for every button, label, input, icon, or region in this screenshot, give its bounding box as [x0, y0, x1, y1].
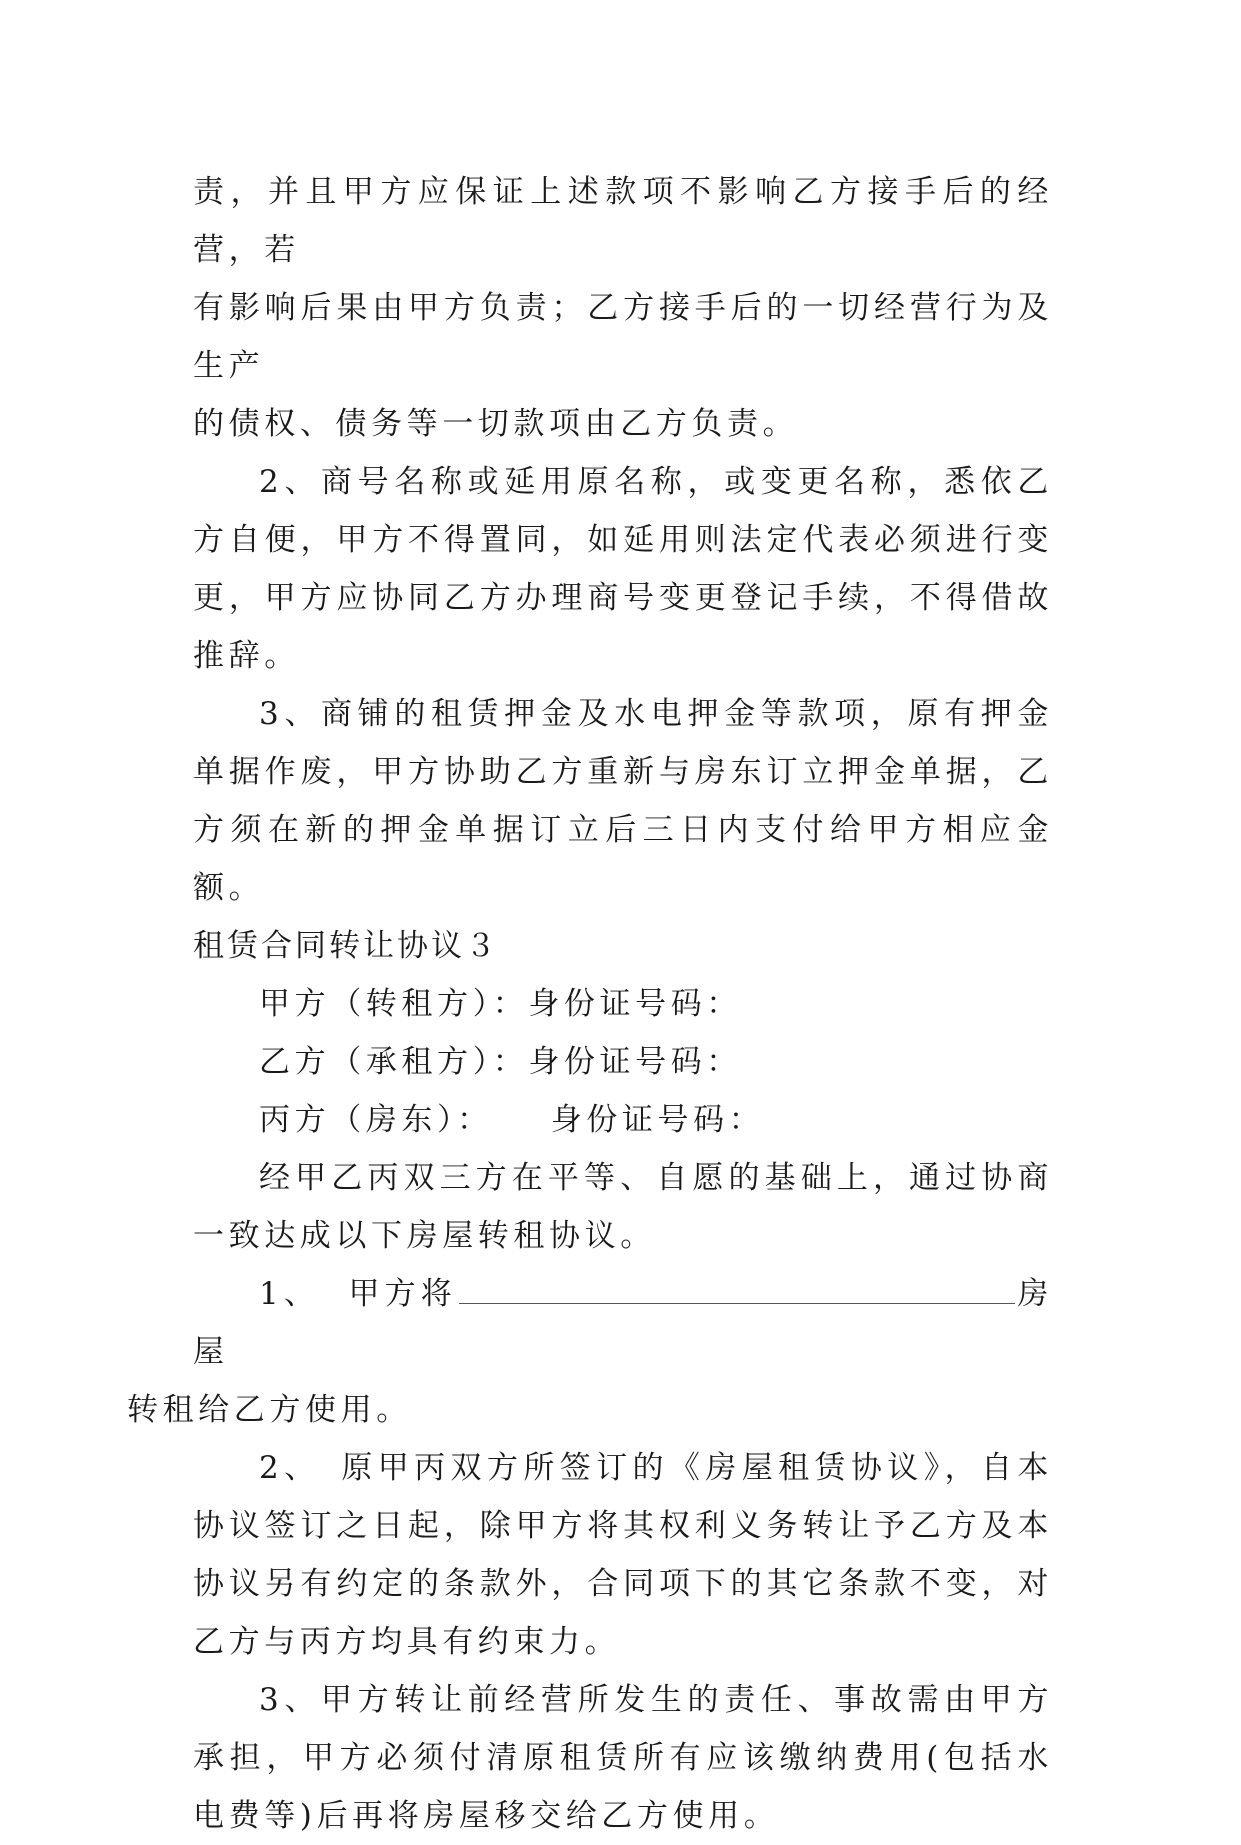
clause-3-liability: 3、甲方转让前经营所发生的责任、事故需由甲方承担，甲方必须付清原租赁所有应该缴纳费用(包括水电费等)后再将房屋移交给乙方使用。: [193, 1682, 1053, 1834]
clause-2-original-agreement: [193, 1439, 1053, 1671]
clause-text: 房屋: [193, 1276, 1053, 1370]
party-c-label: 丙方（房东）：: [259, 1102, 493, 1138]
document-body: [127, 163, 1053, 1845]
party-b-row: [193, 1033, 1053, 1091]
clause-1-sublease: [127, 1265, 1053, 1439]
text-line: 的债权、债务等一切款项由乙方负责。: [193, 406, 799, 442]
clause-text: 甲方将: [347, 1276, 457, 1312]
party-a-row: [193, 975, 1053, 1033]
clause-number: 2、: [259, 1450, 321, 1486]
id-number-label: 身份证号码：: [528, 986, 742, 1022]
party-c-row: [193, 1091, 1053, 1149]
agreement-intro: 经甲乙丙双三方在平等、自愿的基础上，通过协商一致达成以下房屋转租协议。: [193, 1160, 1053, 1254]
fill-in-blank: [459, 1275, 1015, 1304]
paragraph-continued: [193, 163, 1053, 453]
section-heading: 租赁合同转让协议３: [193, 928, 499, 964]
clause-text: 转租给乙方使用。: [127, 1392, 412, 1428]
text-line: 有影响后果由甲方负责；乙方接手后的一切经营行为及生产: [193, 290, 1053, 384]
party-b-label: 乙方（承租方）：: [259, 1044, 529, 1080]
clause-2-trade-name: 2、商号名称或延用原名称，或变更名称，悉依乙方自便，甲方不得置同，如延用则法定代表必须进行变更，甲方应协同乙方办理商号变更登记手续，不得借故推辞。: [193, 464, 1053, 674]
party-a-label: 甲方（转租方）：: [259, 986, 529, 1022]
text-line: 责，并且甲方应保证上述款项不影响乙方接手后的经营，若: [193, 174, 1053, 268]
id-number-label: 身份证号码：: [528, 1044, 742, 1080]
id-number-label: 身份证号码：: [550, 1102, 765, 1138]
clause-number: 1、: [259, 1276, 320, 1312]
clause-text: 原甲丙双方所签订的《房屋租赁协议》，自本协议签订之日起，除甲方将其权利义务转让予乙方及本协议另有约定的条款外，合同项下的其它条款不变，对乙方与丙方均具有约束力。: [193, 1450, 1053, 1660]
clause-3-deposit: 3、商铺的租赁押金及水电押金等款项，原有押金单据作废，甲方协助乙方重新与房东订立押金单据，乙方须在新的押金单据订立后三日内支付给甲方相应金额。: [193, 696, 1053, 906]
